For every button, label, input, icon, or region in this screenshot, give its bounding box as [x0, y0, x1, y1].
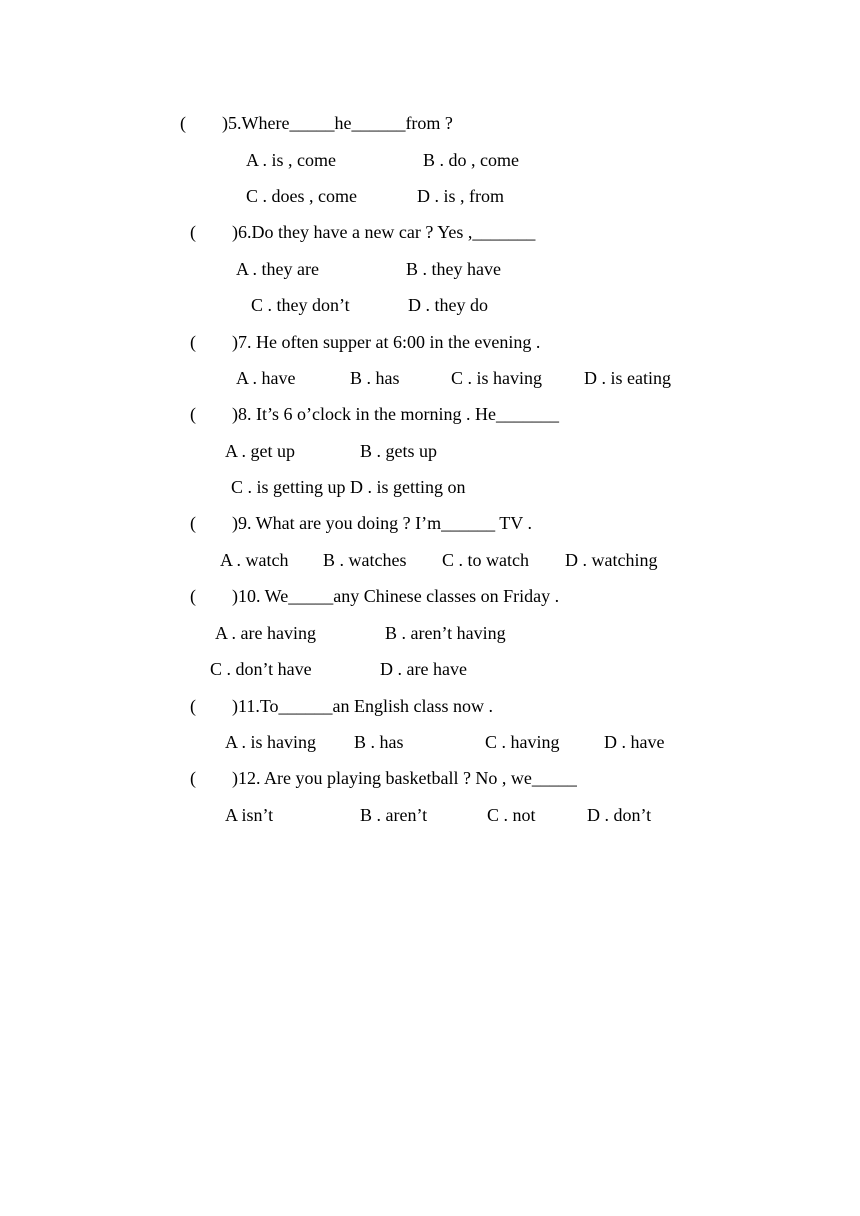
question-10-stem: ( )10. We_____any Chinese classes on Friday .	[190, 586, 560, 606]
question-11-option-d: D . have	[604, 732, 665, 752]
question-10-option-d: D . are have	[380, 659, 467, 679]
question-10-option-a: A . are having	[215, 623, 316, 643]
question-5-option-b: B . do , come	[423, 150, 519, 170]
question-11-option-a: A . is having	[225, 732, 317, 752]
question-8-option-a: A . get up	[225, 441, 295, 461]
question-9-option-c: C . to watch	[442, 550, 529, 570]
question-5-stem: ( )5.Where_____he______from ?	[180, 113, 453, 133]
question-9-option-d: D . watching	[565, 550, 658, 570]
question-10-option-b: B . aren’t having	[385, 623, 506, 643]
question-8-stem: ( )8. It’s 6 o’clock in the morning . He_______	[190, 404, 559, 424]
question-9-option-b: B . watches	[323, 550, 407, 570]
question-11-stem: ( )11.To______an English class now .	[190, 696, 494, 716]
question-9-stem: ( )9. What are you doing ? I’m______ TV .	[190, 513, 532, 533]
question-10-option-c: C . don’t have	[210, 659, 312, 679]
question-7-option-a: A . have	[236, 368, 296, 388]
question-7-option-d: D . is eating	[584, 368, 671, 388]
question-5-option-d: D . is , from	[417, 186, 504, 206]
question-12-stem: ( )12. Are you playing basketball ? No , we_____	[190, 768, 577, 788]
question-7-option-c: C . is having	[451, 368, 543, 388]
question-8-option-cd: C . is getting up D . is getting on	[231, 477, 466, 497]
question-6-option-d: D . they do	[408, 295, 488, 315]
question-11-option-b: B . has	[354, 732, 404, 752]
question-7-option-b: B . has	[350, 368, 400, 388]
question-6-option-b: B . they have	[406, 259, 501, 279]
question-6-option-a: A . they are	[236, 259, 319, 279]
question-5-option-c: C . does , come	[246, 186, 357, 206]
question-8-option-b: B . gets up	[360, 441, 438, 461]
question-9-option-a: A . watch	[220, 550, 289, 570]
question-6-stem: ( )6.Do they have a new car ? Yes ,_______	[190, 222, 536, 242]
question-12-option-b: B . aren’t	[360, 805, 428, 825]
question-5-option-a: A . is , come	[246, 150, 336, 170]
question-6-option-c: C . they don’t	[251, 295, 350, 315]
question-12-option-c: C . not	[487, 805, 536, 825]
question-7-stem: ( )7. He often supper at 6:00 in the evening .	[190, 332, 541, 352]
question-12-option-d: D . don’t	[587, 805, 652, 825]
question-12-option-a: A isn’t	[225, 805, 274, 825]
question-11-option-c: C . having	[485, 732, 560, 752]
